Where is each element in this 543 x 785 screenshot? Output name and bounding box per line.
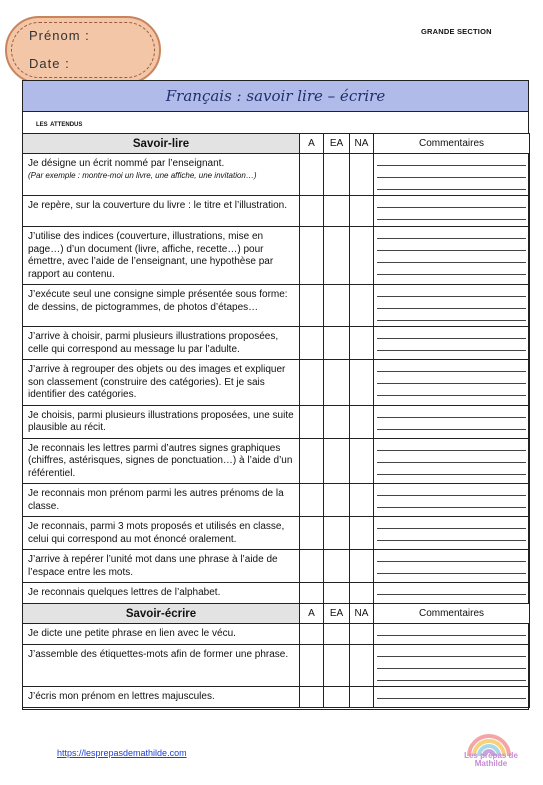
checkbox-cell-na[interactable] bbox=[350, 360, 374, 406]
competency-row bbox=[23, 645, 530, 687]
competency-text-cell bbox=[23, 687, 300, 708]
competency-row bbox=[23, 624, 530, 645]
prenom-label: Prénom : bbox=[29, 28, 90, 43]
grade-label: GRANDE SECTION bbox=[421, 27, 492, 36]
column-header-comments: Commentaires bbox=[374, 134, 530, 154]
checkbox-cell-ea[interactable] bbox=[324, 285, 350, 327]
checkbox-cell-ea[interactable] bbox=[324, 327, 350, 360]
comment-lines bbox=[377, 687, 526, 707]
comment-lines bbox=[377, 645, 526, 686]
competency-text-cell bbox=[23, 405, 300, 438]
competency-text-cell bbox=[23, 484, 300, 517]
competency-row bbox=[23, 550, 530, 583]
comment-cell[interactable] bbox=[374, 517, 530, 550]
checkbox-cell-na[interactable] bbox=[350, 687, 374, 708]
comment-lines bbox=[377, 517, 526, 549]
comment-cell[interactable] bbox=[374, 687, 530, 708]
column-header-a: A bbox=[300, 134, 324, 154]
competency-row bbox=[23, 687, 530, 708]
comment-lines bbox=[377, 550, 526, 582]
checkbox-cell-a[interactable] bbox=[300, 645, 324, 687]
column-header-na: NA bbox=[350, 604, 374, 624]
checkbox-cell-ea[interactable] bbox=[324, 360, 350, 406]
checkbox-cell-na[interactable] bbox=[350, 517, 374, 550]
checkbox-cell-na[interactable] bbox=[350, 550, 374, 583]
competency-text: J’assemble des étiquettes-mots afin de former une phrase. bbox=[28, 649, 289, 660]
website-link[interactable]: https://lesprepasdemathilde.com bbox=[57, 748, 187, 758]
evaluation-frame bbox=[22, 80, 529, 710]
comment-cell[interactable] bbox=[374, 227, 530, 285]
date-label: Date : bbox=[29, 56, 70, 71]
competency-text-cell bbox=[23, 360, 300, 406]
checkbox-cell-ea[interactable] bbox=[324, 517, 350, 550]
column-header-ea: EA bbox=[324, 134, 350, 154]
competency-text: J’arrive à regrouper des objets ou des images et expliquer son classement (construire des catégories). Et je sais identifier des catégories. bbox=[28, 364, 286, 400]
competency-row bbox=[23, 405, 530, 438]
checkbox-cell-na[interactable] bbox=[350, 154, 374, 196]
checkbox-cell-na[interactable] bbox=[350, 645, 374, 687]
competency-text: J’arrive à choisir, parmi plusieurs illustrations proposées, celle qui correspond au message lu par l’adulte. bbox=[28, 331, 279, 355]
competency-text-cell bbox=[23, 154, 300, 196]
comment-cell[interactable] bbox=[374, 154, 530, 196]
checkbox-cell-a[interactable] bbox=[300, 624, 324, 645]
checkbox-cell-ea[interactable] bbox=[324, 550, 350, 583]
checkbox-cell-ea[interactable] bbox=[324, 583, 350, 604]
competency-row bbox=[23, 360, 530, 406]
checkbox-cell-a[interactable] bbox=[300, 484, 324, 517]
competency-table bbox=[22, 133, 530, 708]
checkbox-cell-na[interactable] bbox=[350, 583, 374, 604]
checkbox-cell-a[interactable] bbox=[300, 550, 324, 583]
checkbox-cell-a[interactable] bbox=[300, 196, 324, 227]
competency-text-cell bbox=[23, 645, 300, 687]
competency-example: (Par exemple : montre-moi un livre, une affiche, une invitation…) bbox=[28, 170, 257, 180]
competency-text-cell bbox=[23, 196, 300, 227]
competency-row bbox=[23, 438, 530, 484]
checkbox-cell-na[interactable] bbox=[350, 227, 374, 285]
checkbox-cell-na[interactable] bbox=[350, 196, 374, 227]
competency-text-cell bbox=[23, 550, 300, 583]
competency-row bbox=[23, 327, 530, 360]
comment-cell[interactable] bbox=[374, 360, 530, 406]
checkbox-cell-na[interactable] bbox=[350, 438, 374, 484]
competency-text: J’écris mon prénom en lettres majuscules. bbox=[28, 691, 215, 702]
checkbox-cell-a[interactable] bbox=[300, 154, 324, 196]
comment-lines bbox=[377, 360, 526, 405]
name-date-badge bbox=[5, 16, 161, 84]
comment-lines bbox=[377, 285, 526, 326]
comment-cell[interactable] bbox=[374, 550, 530, 583]
section-title: Savoir-écrire bbox=[23, 604, 300, 624]
comment-cell[interactable] bbox=[374, 484, 530, 517]
checkbox-cell-ea[interactable] bbox=[324, 645, 350, 687]
comment-cell[interactable] bbox=[374, 645, 530, 687]
comment-lines bbox=[377, 154, 526, 195]
competency-text-cell bbox=[23, 438, 300, 484]
competency-text: Je désigne un écrit nommé par l’enseignant. bbox=[28, 158, 225, 169]
column-header-na: NA bbox=[350, 134, 374, 154]
checkbox-cell-na[interactable] bbox=[350, 285, 374, 327]
comment-lines bbox=[377, 196, 526, 226]
comment-cell[interactable] bbox=[374, 583, 530, 604]
competency-text: Je dicte une petite phrase en lien avec le vécu. bbox=[28, 628, 236, 639]
checkbox-cell-na[interactable] bbox=[350, 624, 374, 645]
column-header-ea: EA bbox=[324, 604, 350, 624]
competency-row bbox=[23, 154, 530, 196]
section-title: Savoir-lire bbox=[23, 134, 300, 154]
checkbox-cell-na[interactable] bbox=[350, 405, 374, 438]
column-header-a: A bbox=[300, 604, 324, 624]
competency-row bbox=[23, 484, 530, 517]
checkbox-cell-a[interactable] bbox=[300, 438, 324, 484]
competency-text-cell bbox=[23, 227, 300, 285]
checkbox-cell-ea[interactable] bbox=[324, 438, 350, 484]
competency-row bbox=[23, 285, 530, 327]
comment-lines bbox=[377, 439, 526, 484]
comment-cell[interactable] bbox=[374, 405, 530, 438]
comment-cell[interactable] bbox=[374, 196, 530, 227]
competency-row bbox=[23, 517, 530, 550]
competency-text-cell bbox=[23, 583, 300, 604]
logo-text: Les prépas de Mathilde bbox=[464, 751, 518, 769]
competency-row bbox=[23, 196, 530, 227]
comment-cell[interactable] bbox=[374, 438, 530, 484]
competency-text: Je choisis, parmi plusieurs illustrations proposées, une suite plausible au récit. bbox=[28, 409, 294, 433]
checkbox-cell-a[interactable] bbox=[300, 583, 324, 604]
checkbox-cell-ea[interactable] bbox=[324, 227, 350, 285]
competency-text-cell bbox=[23, 624, 300, 645]
comment-lines bbox=[377, 406, 526, 438]
attendus-label: les attendus bbox=[36, 118, 83, 128]
checkbox-cell-ea[interactable] bbox=[324, 624, 350, 645]
competency-text: J’exécute seul une consigne simple présentée sous forme: de dessins, de pictogrammes, de photos d’étapes… bbox=[28, 289, 288, 313]
comment-lines bbox=[377, 624, 526, 644]
checkbox-cell-a[interactable] bbox=[300, 517, 324, 550]
page-title: Français : savoir lire – écrire bbox=[23, 81, 528, 112]
checkbox-cell-na[interactable] bbox=[350, 327, 374, 360]
competency-text: Je reconnais les lettres parmi d’autres signes graphiques (chiffres, astérisques, signes de ponctuation…) à l’aide d’un référentiel. bbox=[28, 442, 293, 479]
competency-text: Je repère, sur la couverture du livre : le titre et l’illustration. bbox=[28, 200, 287, 211]
checkbox-cell-a[interactable] bbox=[300, 227, 324, 285]
comment-lines bbox=[377, 583, 526, 603]
checkbox-cell-ea[interactable] bbox=[324, 154, 350, 196]
section-subtitle bbox=[36, 118, 82, 128]
comment-cell[interactable] bbox=[374, 327, 530, 360]
competency-row bbox=[23, 583, 530, 604]
competency-text: J’arrive à repérer l’unité mot dans une phrase à l’aide de l’espace entre les mots. bbox=[28, 554, 278, 578]
checkbox-cell-ea[interactable] bbox=[324, 484, 350, 517]
competency-text: J’utilise des indices (couverture, illustrations, mise en page…) d’un document (livre, affiche, recette…) pour émettre, avec l’aide de l’enseignant, une hypothèse par rapport au contenu. bbox=[28, 231, 274, 280]
checkbox-cell-a[interactable] bbox=[300, 360, 324, 406]
comment-lines bbox=[377, 327, 526, 359]
column-header-comments: Commentaires bbox=[374, 604, 530, 624]
competency-text-cell bbox=[23, 285, 300, 327]
comment-lines bbox=[377, 227, 526, 284]
checkbox-cell-a[interactable] bbox=[300, 327, 324, 360]
competency-text: Je reconnais mon prénom parmi les autres prénoms de la classe. bbox=[28, 488, 284, 512]
competency-text-cell bbox=[23, 327, 300, 360]
comment-cell[interactable] bbox=[374, 624, 530, 645]
competency-text: Je reconnais, parmi 3 mots proposés et utilisés en classe, celui qui correspond au mot énoncé oralement. bbox=[28, 521, 285, 545]
section-header-row bbox=[23, 134, 530, 154]
checkbox-cell-ea[interactable] bbox=[324, 196, 350, 227]
section-header-row bbox=[23, 604, 530, 624]
comment-lines bbox=[377, 484, 526, 516]
checkbox-cell-ea[interactable] bbox=[324, 687, 350, 708]
competency-row bbox=[23, 227, 530, 285]
competency-text: Je reconnais quelques lettres de l’alphabet. bbox=[28, 587, 221, 598]
checkbox-cell-na[interactable] bbox=[350, 484, 374, 517]
competency-text-cell bbox=[23, 517, 300, 550]
checkbox-cell-a[interactable] bbox=[300, 405, 324, 438]
checkbox-cell-a[interactable] bbox=[300, 285, 324, 327]
comment-cell[interactable] bbox=[374, 285, 530, 327]
checkbox-cell-a[interactable] bbox=[300, 687, 324, 708]
checkbox-cell-ea[interactable] bbox=[324, 405, 350, 438]
